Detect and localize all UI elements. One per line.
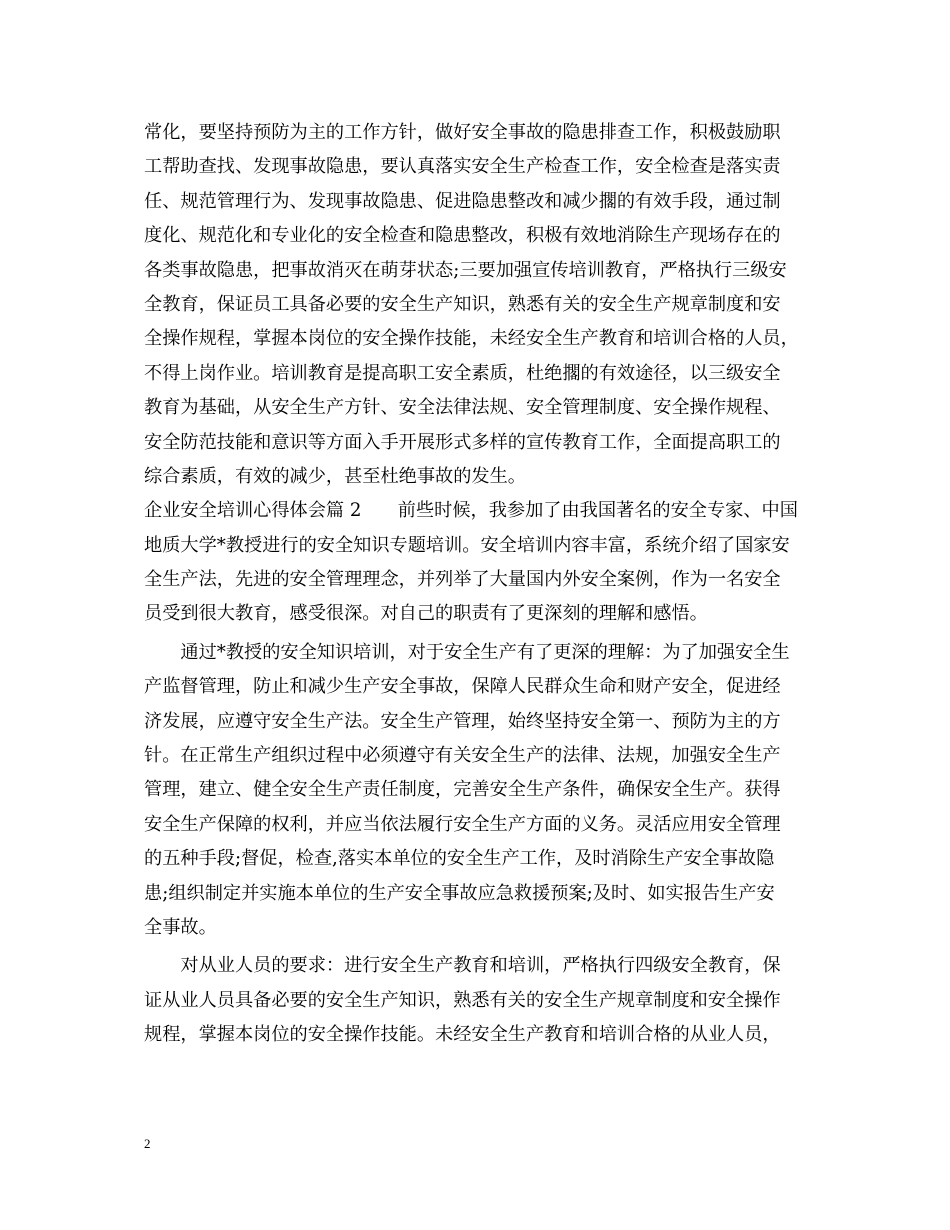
text-line: 安全生产保障的权利，并应当依法履行安全生产方面的义务。灵活应用安全管理 (144, 813, 781, 835)
paragraph-3 (144, 636, 824, 946)
text-line: 全教育，保证员工具备必要的安全生产知识，熟悉有关的安全生产规章制度和安 (144, 293, 781, 315)
paragraph-4 (144, 949, 824, 1052)
text-line: 管理，建立、健全安全生产责任制度，完善安全生产条件，确保安全生产。获得 (144, 779, 781, 801)
text-line: 不得上岗作业。培训教育是提高职工安全素质，杜绝擱的有效途径，以三级安全 (144, 362, 781, 384)
text-line: 教育为基础，从安全生产方针、安全法律法规、安全管理制度、安全操作规程、 (144, 397, 781, 419)
text-line: 常化，要坚持预防为主的工作方针，做好安全事故的隐患排查工作，积极鼓励职 (144, 122, 781, 143)
text-line: 全生产法，先进的安全管理理念，并列举了大量国内外安全案例，作为一名安全 (144, 569, 781, 591)
text-line: 的五种手段;督促，检查,落实本单位的安全生产工作，及时消除生产安全事故隐 (144, 848, 775, 870)
text-line: 规程，掌握本岗位的安全操作技能。未经安全生产教育和培训合格的从业人员， (144, 1024, 781, 1046)
text-line: 任、规范管理行为、发现事故隐患、促进隐患整改和减少擱的有效手段，通过制 (144, 190, 781, 212)
text-line: 通过*教授的安全知识培训，对于安全生产有了更深的理解：为了加强安全生 (144, 641, 790, 663)
text-line: 各类事故隐患，把事故消灭在萌芽状态;三要加强宣传培训教育，严格执行三级安 (144, 259, 787, 281)
paragraph-1 (144, 116, 824, 494)
text-line: 产监督管理，防止和减少生产安全事故，保障人民群众生命和财产安全，促进经 (144, 676, 781, 698)
text-line: 工帮助查找、发现事故隐患，要认真落实安全生产检查工作，安全检查是落实责 (144, 156, 781, 178)
text-line: 员受到很大教育，感受很深。对自己的职责有了更深刻的理解和感悟。 (144, 603, 708, 625)
text-line: 患;组织制定并实施本单位的生产安全事故应急救援预案;及时、如实报告生产安 (144, 882, 775, 904)
text-line: 地质大学*教授进行的安全知识专题培训。安全培训内容丰富，系统介绍了国家安 (144, 534, 790, 556)
text-line: 证从业人员具备必要的安全生产知识，熟悉有关的安全生产规章制度和安全操作 (144, 989, 781, 1011)
text-line: 济发展，应遵守安全生产法。安全生产管理，始终坚持安全第一、预防为主的方 (144, 710, 781, 732)
section-heading-line: 企业安全培训心得体会篇 2 前些时候，我参加了由我国著名的安全专家、中国 (144, 500, 798, 522)
text-line: 对从业人员的要求：进行安全生产教育和培训，严格执行四级安全教育，保 (144, 955, 781, 977)
text-line: 针。在正常生产组织过程中必须遵守有关安全生产的法律、法规，加强安全生产 (144, 745, 781, 767)
page-number: 2 (144, 1136, 151, 1151)
text-line: 综合素质，有效的减少，甚至杜绝事故的发生。 (144, 465, 526, 487)
text-line: 全事故。 (144, 916, 217, 938)
paragraph-2 (144, 494, 824, 632)
text-line: 安全防范技能和意识等方面入手开展形式多样的宣传教育工作，全面提高职工的 (144, 431, 781, 453)
document-body (144, 116, 824, 1053)
text-line: 全操作规程，掌握本岗位的安全操作技能，未经安全生产教育和培训合格的人员， (144, 328, 799, 350)
text-line: 度化、规范化和专业化的安全检查和隐患整改，积极有效地消除生产现场存在的 (144, 225, 781, 247)
